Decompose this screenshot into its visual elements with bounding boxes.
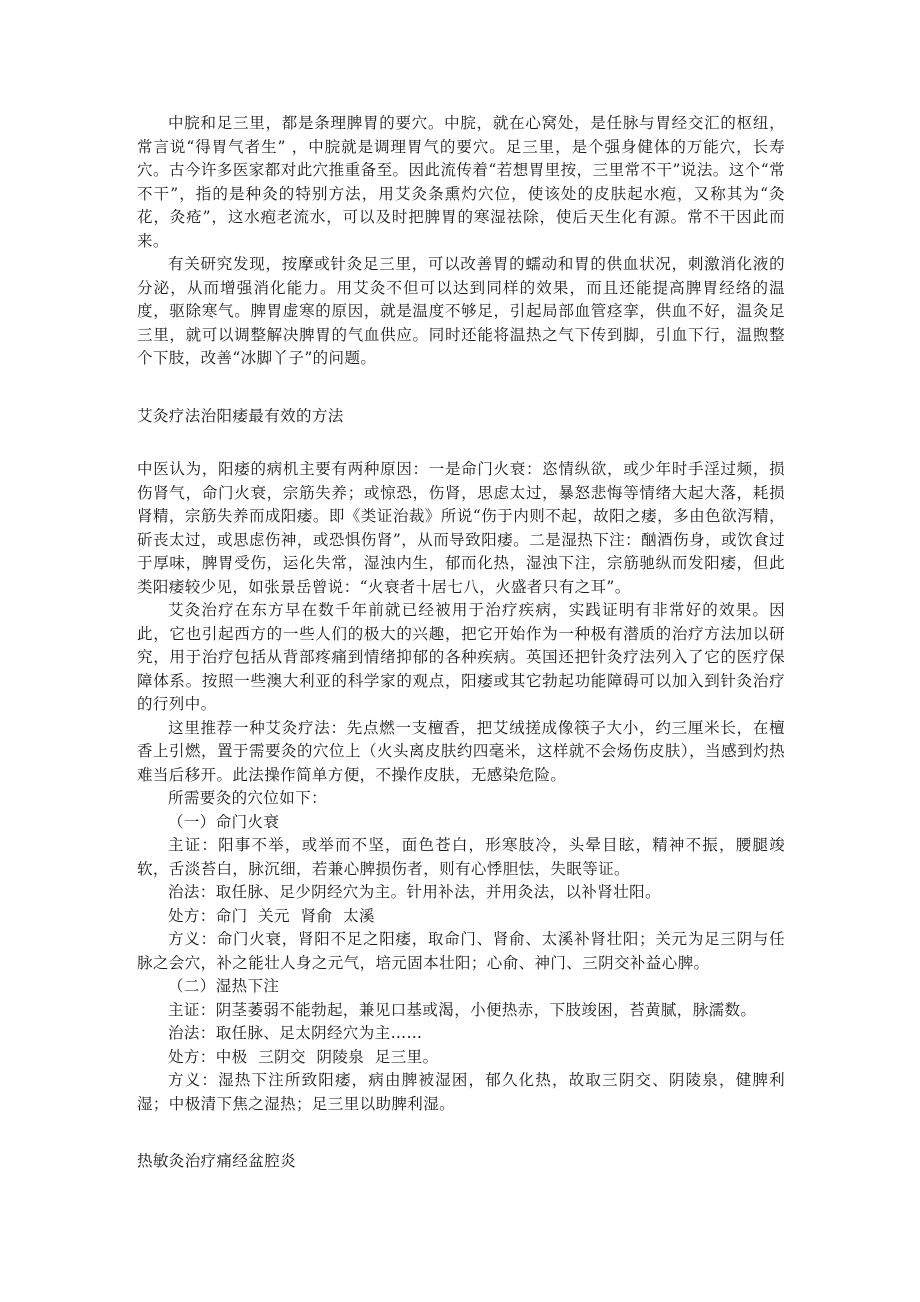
intro-paragraph-2: 有关研究发现，按摩或针灸足三里，可以改善胃的蠕动和胃的供血状况，刺激消化液的分泌，从而增强消化能力。用艾灸不但可以达到同样的效果，而且还能提高脾胃经络的温度，驱除寒气。脾胃虚寒的原因，就是温度不够足，引起局部血管痉挛，供血不好，温灸足三里，就可以调整解决脾胃的气血供应。同时还能将温热之气下传到脚，引血下行，温煦整个下肢，改善“冰脚丫子”的问题。 <box>137 255 785 367</box>
document-page <box>137 112 785 1174</box>
body-paragraph-treatment-1: 治法：取任脉、足少阴经穴为主。针用补法，并用灸法，以补肾壮阳。 <box>168 883 661 901</box>
subheading-mingmen: （一）命门火衰 <box>168 812 280 831</box>
body-paragraph-treatment-2: 治法：取任脉、足太阴经穴为主…… <box>168 1024 423 1042</box>
body-paragraph-points-intro: 所需要灸的穴位如下： <box>168 789 328 807</box>
body-paragraph-prescription-1: 处方：命门 关元 肾俞 太溪 <box>168 906 375 925</box>
spacer <box>137 428 785 458</box>
body-paragraph-causes: 中医认为，阳痿的病机主要有两种原因：一是命门火衰：恣情纵欲，或少年时手淫过频，损伤肾气，命门火衰，宗筋失养；或惊恐，伤肾，思虑太过，暴怒悲悔等情绪大起大落，耗损肾精，宗筋失养而成阳痿。即《类证治裁》所说“伤于内则不起，故阳之痿，多由色欲泻精，斫丧太过，或思虑伤神，或恐惧伤肾”，从而导致阳痿。二是湿热下注：酗酒伤身，或饮食过于厚味，脾胃受伤，运化失常，湿浊内生，郁而化热，湿浊下注，宗筋驰纵而发阳痿，但此类阳痿较少见，如张景岳曾说：“火衰者十居七八，火盛者只有之耳”。 <box>137 460 785 596</box>
body-paragraph-method: 这里推荐一种艾灸疗法：先点燃一支檀香，把艾绒搓成像筷子大小，约三厘米长，在檀香上引燃，置于需要灸的穴位上（火头离皮肤约四毫米，这样就不会炀伤皮肤），当感到灼热难当后移开。此法操作简单方便，不操作皮肤，无感染危险。 <box>137 718 785 784</box>
body-paragraph-prescription-2: 处方：中极 三阴交 阴陵泉 足三里。 <box>168 1047 439 1066</box>
body-paragraph-rationale-2: 方义：湿热下注所致阳痿，病由脾被湿困，郁久化热，故取三阴交、阴陵泉，健脾利湿；中极清下焦之湿热；足三里以助脾利湿。 <box>137 1071 785 1113</box>
section-title-impotence: 艾灸疗法治阳痿最有效的方法 <box>137 406 344 425</box>
spacer <box>137 1116 785 1150</box>
body-paragraph-history: 艾灸治疗在东方早在数千年前就已经被用于治疗疾病，实践证明有非常好的效果。因此，它也引起西方的一些人们的极大的兴趣，把它开始作为一种极有潜质的治疗方法加以研究，用于治疗包括从背部疼痛到情绪抑郁的各种疾病。英国还把针灸疗法列入了它的医疗保障体系。按照一些澳大利亚的科学家的观点，阳痿或其它勃起功能障碍可以加入到针灸治疗的行列中。 <box>137 601 785 713</box>
body-paragraph-symptoms-1: 主证：阳事不举，或举而不坚，面色苍白，形寒肢冷，头晕目眩，精神不振，腰腿竣软，舌淡苔白，脉沉细，若兼心脾损伤者，则有心悸胆怯，失眠等证。 <box>137 836 785 878</box>
spacer <box>137 371 785 405</box>
subheading-dampheat: （二）湿热下注 <box>168 977 280 995</box>
intro-paragraph-1: 中脘和足三里，都是条理脾胃的要穴。中脘，就在心窝处，是任脉与胃经交汇的枢纽，常言说“得胃气者生” ，中脘就是调理胃气的要穴。足三里，是个强身健体的万能穴，长寿穴。古今许多医家都对此穴推重备至。因此流传着“若想胃里按，三里常不干”说法。这个“常不干”，指的是种灸的特别方法，用艾灸条熏灼穴位，使该处的皮肤起水疱，又称其为“灸花，灸疮”，这水疱老流水，可以及时把脾胃的寒湿祛除，使后天生化有源。常不干因此而来。 <box>137 114 785 250</box>
body-paragraph-symptoms-2: 主证：阴茎萎弱不能勃起，兼见口基或渴，小便热赤，下肢竣困，苔黄腻，脉濡数。 <box>168 1000 757 1019</box>
body-paragraph-rationale-1: 方义：命门火衰，肾阳不足之阳痿，取命门、肾俞、太溪补肾壮阳；关元为足三阴与任脉之会穴，补之能壮人身之元气，培元固本壮阳；心俞、神门、三阴交补益心脾。 <box>137 930 785 972</box>
section-title-dysmenorrhea: 热敏灸治疗痛经盆腔炎 <box>137 1152 297 1170</box>
